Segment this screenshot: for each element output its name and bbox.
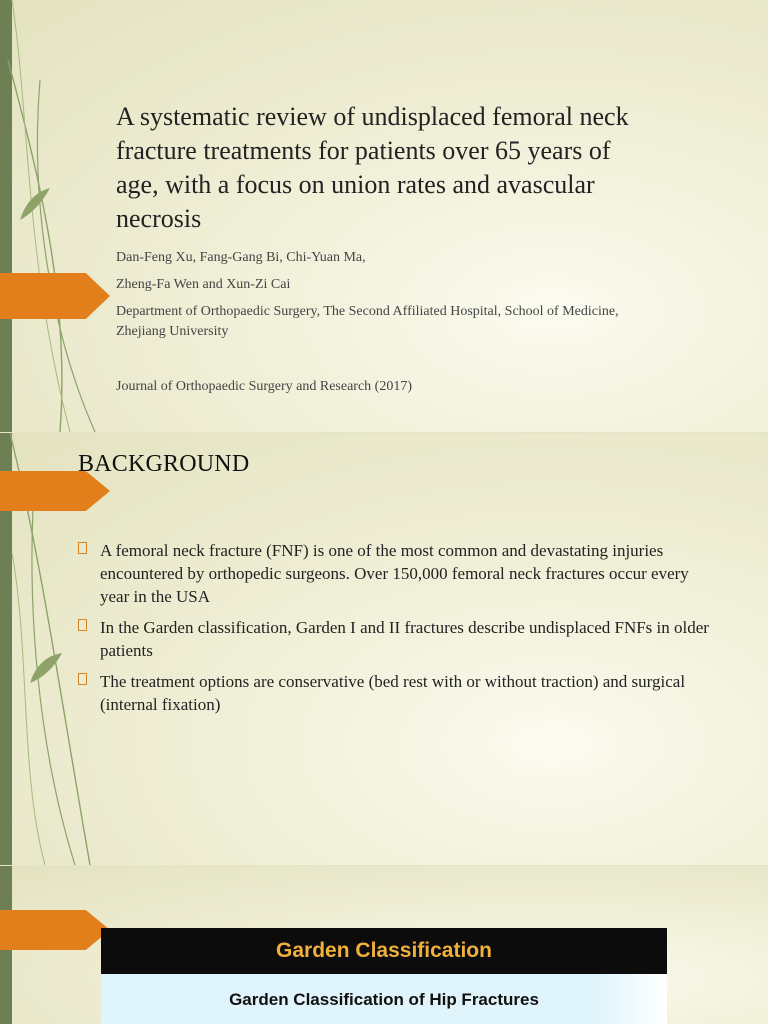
section-heading: BACKGROUND: [78, 451, 250, 477]
journal-citation: Journal of Orthopaedic Surgery and Research (2017): [116, 379, 412, 394]
list-item: [78, 539, 718, 608]
bullet-text: A femoral neck fracture (FNF) is one of the most common and devastating injuries encountered by orthopedic surgeons. Over 150,000 femoral neck fractures occur every year in the USA: [100, 541, 689, 606]
figure-header: [101, 928, 667, 974]
list-item: [78, 616, 718, 662]
garden-classification-figure: [101, 928, 667, 1024]
authors-line-1: Dan-Feng Xu, Fang-Gang Bi, Chi-Yuan Ma,: [116, 250, 366, 265]
bullet-text: The treatment options are conservative (bed rest with or without traction) and surgical (internal fixation): [100, 672, 686, 714]
affiliation: Department of Orthopaedic Surgery, The Second Affiliated Hospital, School of Medicine, Zhejiang University: [116, 304, 619, 339]
paper-title: A systematic review of undisplaced femoral neck fracture treatments for patients over 65 years of age, with a focus on union rates and avascular necrosis: [116, 102, 629, 233]
figure-body: [101, 974, 667, 1024]
bullet-square-icon: [78, 619, 87, 631]
figure-title: Garden Classification: [276, 939, 492, 962]
slide-garden-classification: [0, 866, 768, 1024]
slide-title: [0, 0, 768, 432]
figure-image-edge: [597, 974, 667, 1024]
slide-background: [0, 433, 768, 865]
authors-line-2: Zheng-Fa Wen and Xun-Zi Cai: [116, 277, 291, 292]
orange-arrow-marker: [0, 910, 110, 950]
bullet-list: [78, 539, 718, 724]
bullet-text: In the Garden classification, Garden I and II fractures describe undisplaced FNFs in older patients: [100, 618, 709, 660]
bullet-square-icon: [78, 542, 87, 554]
bullet-square-icon: [78, 673, 87, 685]
list-item: [78, 670, 718, 716]
figure-subtitle: Garden Classification of Hip Fractures: [229, 990, 539, 1009]
